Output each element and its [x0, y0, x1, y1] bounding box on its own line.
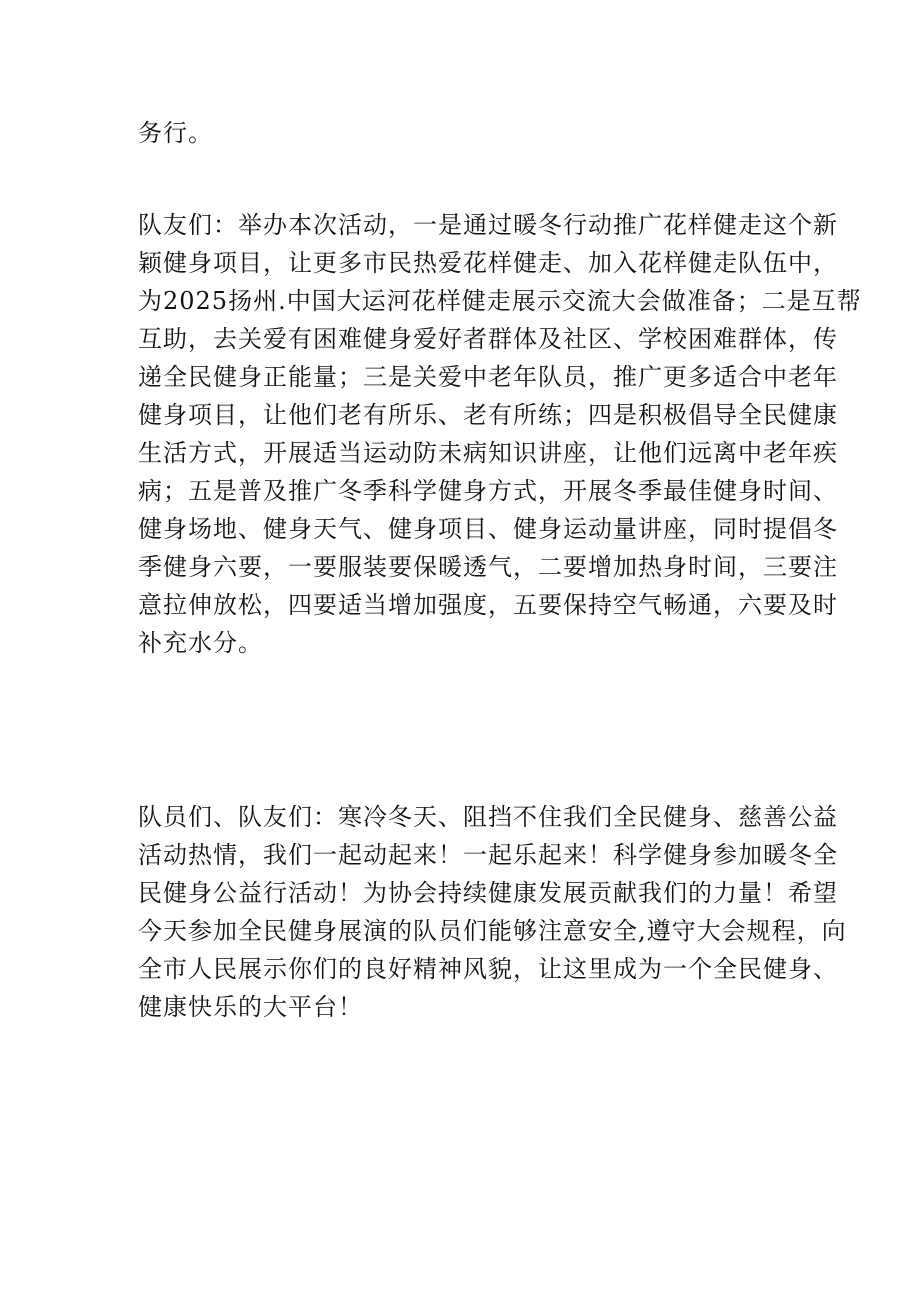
text-line: 全市人民展示你们的良好精神风貌，让这里成为一个全民健身、 [138, 955, 838, 983]
paragraph-2 [138, 206, 862, 662]
text-line: 队友们：举办本次活动，一是通过暖冬行动推广花样健走这个新 [138, 211, 838, 239]
text-line: 队员们、队友们：寒冷冬天、阻挡不住我们全民健身、慈善公益 [138, 803, 838, 831]
text-line: 病；五是普及推广冬季科学健身方式，开展冬季最佳健身时间、 [138, 477, 838, 505]
text-line: 互助，去关爱有困难健身爱好者群体及社区、学校困难群体，传 [138, 325, 838, 353]
text-line: 补充水分。 [138, 629, 263, 657]
text-line: 活动热情，我们一起动起来！一起乐起来！科学健身参加暖冬全 [138, 841, 838, 869]
text-line: 意拉伸放松，四要适当增加强度，五要保持空气畅通，六要及时 [138, 591, 838, 619]
paragraph-3 [138, 798, 847, 1026]
text-line: 季健身六要，一要服装要保暖透气，二要增加热身时间，三要注 [138, 553, 838, 581]
text-line: 健身项目，让他们老有所乐、老有所练；四是积极倡导全民健康 [138, 401, 838, 429]
text-line: 生活方式，开展适当运动防未病知识讲座，让他们远离中老年疾 [138, 439, 838, 467]
text-line: 务行。 [138, 119, 213, 147]
paragraph-1 [138, 114, 788, 152]
text-line: 颖健身项目，让更多市民热爱花样健走、加入花样健走队伍中， [138, 249, 838, 277]
text-line: 为2025扬州.中国大运河花样健走展示交流大会做准备；二是互帮 [138, 287, 862, 315]
text-line: 今天参加全民健身展演的队员们能够注意安全,遵守大会规程，向 [138, 917, 847, 945]
text-line: 健康快乐的大平台！ [138, 993, 363, 1021]
text-line: 健身场地、健身天气、健身项目、健身运动量讲座，同时提倡冬 [138, 515, 838, 543]
text-line: 民健身公益行活动！为协会持续健康发展贡献我们的力量！希望 [138, 879, 838, 907]
text-line: 递全民健身正能量；三是关爱中老年队员，推广更多适合中老年 [138, 363, 838, 391]
